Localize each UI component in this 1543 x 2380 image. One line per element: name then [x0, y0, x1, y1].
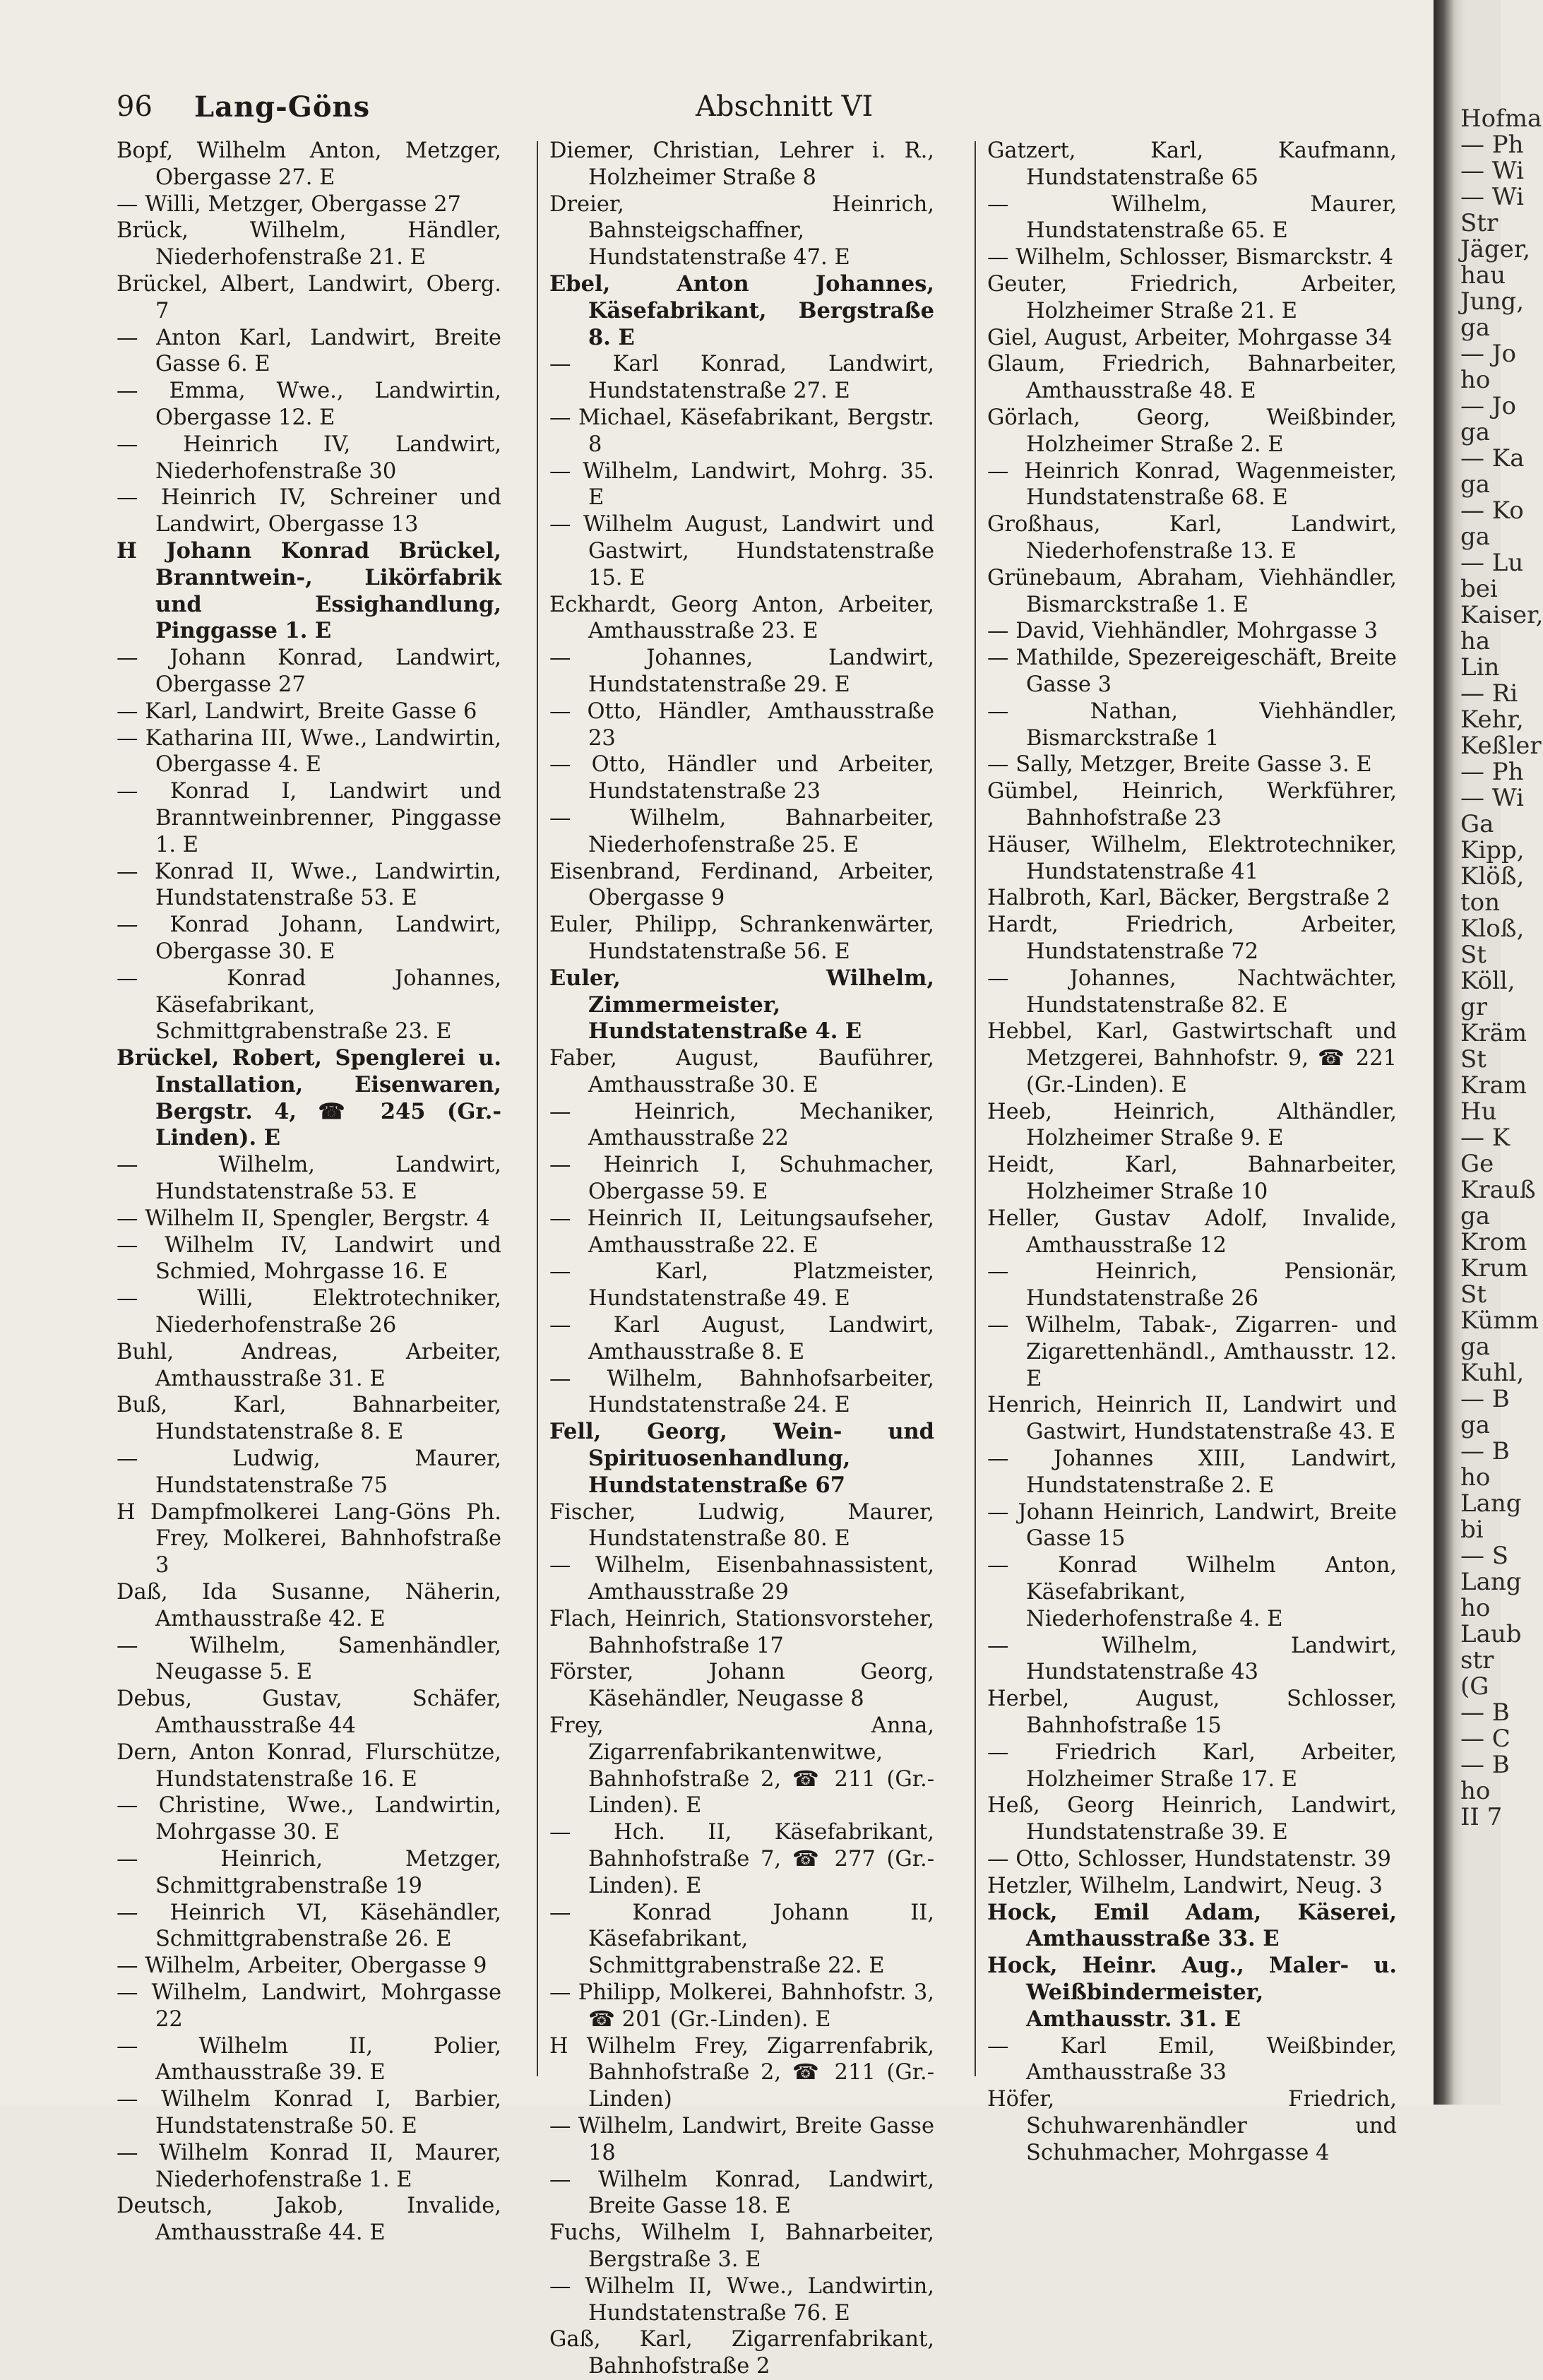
directory-entry: — Otto, Händler, Amthausstraße 23	[549, 698, 934, 751]
directory-entry: — Philipp, Molkerei, Bahnhofstr. 3, ☎ 201 (Gr.-Linden). E	[549, 1980, 934, 2032]
adjacent-page-text-fragment: — Ri	[1460, 679, 1518, 708]
directory-entry: — Heinrich I, Schuhmacher, Obergasse 59. E	[549, 1153, 934, 1205]
adjacent-page-text-fragment: Klöß,	[1460, 862, 1525, 891]
directory-entry: — Wilhelm Konrad, Landwirt, Breite Gasse 18. E	[549, 2167, 934, 2219]
directory-entry: Gatzert, Karl, Kaufmann, Hundstatenstraße 65	[987, 138, 1397, 190]
adjacent-page-text-fragment: — B	[1460, 1698, 1510, 1727]
directory-entry: Eckhardt, Georg Anton, Arbeiter, Amthausstraße 23. E	[549, 592, 934, 644]
directory-entry: Euler, Philipp, Schrankenwärter, Hundstatenstraße 56. E	[549, 912, 934, 964]
adjacent-page-text-fragment: Kaiser,	[1460, 601, 1543, 629]
adjacent-page-text-fragment: ga	[1460, 314, 1491, 342]
directory-entry: — Heinrich IV, Schreiner und Landwirt, Obergasse 13	[117, 485, 501, 537]
directory-entry: Brückel, Albert, Landwirt, Oberg. 7	[117, 271, 501, 323]
directory-entry: — Wilhelm, Arbeiter, Obergasse 9	[117, 1953, 487, 1979]
directory-entry: — Wilhelm, Landwirt, Breite Gasse 18	[549, 2113, 934, 2165]
adjacent-page-text-fragment: Jäger,	[1460, 235, 1531, 263]
directory-entry: — Heinrich IV, Landwirt, Niederhofenstraße 30	[117, 432, 501, 484]
directory-entry: Großhaus, Karl, Landwirt, Niederhofenstraße 13. E	[987, 512, 1397, 564]
adjacent-page-text-fragment: Kram	[1460, 1071, 1527, 1100]
directory-entry: — Wilhelm, Landwirt, Hundstatenstraße 43	[987, 1633, 1397, 1685]
running-head-section: Abschnitt VI	[696, 90, 874, 123]
adjacent-page-text-fragment: Kehr,	[1460, 706, 1524, 734]
adjacent-page-text-fragment: — B	[1460, 1751, 1510, 1779]
directory-entry: — Wilhelm II, Wwe., Landwirtin, Hundstatenstraße 76. E	[549, 2273, 934, 2326]
adjacent-page-text-fragment: — Ko	[1460, 496, 1524, 525]
adjacent-page-text-fragment: str	[1460, 1646, 1494, 1674]
directory-entry: — Johannes, Nachtwächter, Hundstatenstraße 82. E	[987, 965, 1397, 1018]
directory-entry: Euler, Wilhelm, Zimmermeister, Hundstatenstraße 4. E	[549, 965, 934, 1045]
directory-entry: H Johann Konrad Brückel, Branntwein-, Likörfabrik und Essighandlung, Pinggasse 1. E	[117, 537, 501, 644]
directory-entry: — Wilhelm Konrad II, Maurer, Niederhofenstraße 1. E	[117, 2140, 501, 2192]
directory-entry: Henrich, Heinrich II, Landwirt und Gastwirt, Hundstatenstraße 43. E	[987, 1393, 1397, 1445]
adjacent-page-text-fragment: St	[1460, 941, 1487, 969]
directory-entry: — Wilhelm August, Landwirt und Gastwirt, Hundstatenstraße 15. E	[549, 512, 934, 590]
directory-entry: — Johannes, Landwirt, Hundstatenstraße 29. E	[549, 645, 934, 697]
adjacent-page-text-fragment: Laub	[1460, 1620, 1522, 1648]
adjacent-page-text-fragment: ho	[1460, 1594, 1491, 1622]
adjacent-page-text-fragment: — Lu	[1460, 549, 1524, 577]
directory-column-right	[987, 138, 1397, 2167]
adjacent-page-text-fragment: gr	[1460, 993, 1488, 1021]
directory-entry: — Anton Karl, Landwirt, Breite Gasse 6. E	[117, 325, 501, 377]
directory-entry: H Dampfmolkerei Lang-Göns Ph. Frey, Molkerei, Bahnhofstraße 3	[117, 1499, 501, 1578]
adjacent-page-text-fragment: — Wi	[1460, 183, 1525, 211]
adjacent-page-text-fragment: Lin	[1460, 653, 1500, 682]
directory-entry: — Wilhelm, Schlosser, Bismarckstr. 4	[987, 245, 1393, 270]
adjacent-page-text-fragment: II 7	[1460, 1803, 1503, 1831]
adjacent-page-text-fragment: ga	[1460, 1333, 1491, 1361]
directory-entry: H Wilhelm Frey, Zigarrenfabrik, Bahnhofstraße 2, ☎ 211 (Gr.-Linden)	[549, 2033, 934, 2112]
adjacent-page-text-fragment: ga	[1460, 1202, 1491, 1230]
running-head-place: Lang-Göns	[194, 90, 371, 124]
adjacent-page-text-fragment: — Ph	[1460, 758, 1524, 786]
directory-entry: — Wilhelm, Samenhändler, Neugasse 5. E	[117, 1633, 501, 1685]
adjacent-page-text-fragment: Kräm	[1460, 1019, 1527, 1047]
directory-entry: — Wilhelm, Landwirt, Mohrgasse 22	[117, 1980, 501, 2032]
adjacent-page-text-fragment: ho	[1460, 366, 1491, 394]
directory-entry: Fuchs, Wilhelm I, Bahnarbeiter, Bergstraße 3. E	[549, 2220, 934, 2272]
directory-entry: Förster, Johann Georg, Käsehändler, Neugasse 8	[549, 1660, 934, 1712]
adjacent-page-text-fragment: Krum	[1460, 1254, 1528, 1283]
directory-entry: — Christine, Wwe., Landwirtin, Mohrgasse 30. E	[117, 1793, 501, 1845]
directory-entry: — Mathilde, Spezereigeschäft, Breite Gasse 3	[987, 645, 1397, 697]
adjacent-page-text-fragment: ho	[1460, 1777, 1491, 1805]
directory-entry: Glaum, Friedrich, Bahnarbeiter, Amthausstraße 48. E	[987, 352, 1397, 404]
directory-entry: — Wilhelm II, Polier, Amthausstraße 39. E	[117, 2033, 501, 2086]
directory-entry: Heeb, Heinrich, Althändler, Holzheimer Straße 9. E	[987, 1099, 1397, 1151]
directory-entry: Fischer, Ludwig, Maurer, Hundstatenstraße 80. E	[549, 1499, 934, 1552]
directory-entry: Höfer, Friedrich, Schuhwarenhändler und Schuhmacher, Mohrgasse 4	[987, 2087, 1397, 2165]
directory-entry: — Willi, Metzger, Obergasse 27	[117, 191, 461, 217]
adjacent-page-text-fragment: hau	[1460, 261, 1506, 290]
directory-entry: Geuter, Friedrich, Arbeiter, Holzheimer Straße 21. E	[987, 271, 1397, 323]
page-header	[117, 90, 1409, 126]
adjacent-page-text-fragment: ga	[1460, 523, 1491, 551]
directory-entry: — Heinrich Konrad, Wagenmeister, Hundstatenstraße 68. E	[987, 458, 1397, 511]
adjacent-page-text-fragment: Krom	[1460, 1228, 1527, 1256]
directory-entry: Dreier, Heinrich, Bahnsteigschaffner, Hundstatenstraße 47. E	[549, 191, 934, 270]
directory-entry: — Heinrich II, Leitungsaufseher, Amthausstraße 22. E	[549, 1206, 934, 1258]
adjacent-page-text-fragment: — S	[1460, 1542, 1509, 1570]
directory-entry: — Otto, Händler und Arbeiter, Hundstatenstraße 23	[549, 752, 934, 804]
directory-entry: Herbel, August, Schlosser, Bahnhofstraße 15	[987, 1686, 1397, 1739]
directory-entry: Dern, Anton Konrad, Flurschütze, Hundstatenstraße 16. E	[117, 1739, 501, 1792]
column-divider	[975, 141, 976, 2076]
directory-entry: Brückel, Robert, Spenglerei u. Installation, Eisenwaren, Bergstr. 4, ☎ 245 (Gr.-Linden). E	[117, 1045, 501, 1151]
directory-entry: — Sally, Metzger, Breite Gasse 3. E	[987, 752, 1372, 778]
directory-entry: — Wilhelm, Bahnarbeiter, Niederhofenstraße 25. E	[549, 805, 934, 857]
adjacent-page-text-fragment: ton	[1460, 888, 1501, 917]
directory-entry: Hock, Emil Adam, Käserei, Amthausstraße 33. E	[987, 1899, 1397, 1952]
adjacent-page-text-fragment: bi	[1460, 1516, 1484, 1544]
directory-entry: — Wilhelm, Maurer, Hundstatenstraße 65. E	[987, 191, 1397, 244]
directory-entry: Brück, Wilhelm, Händler, Niederhofenstraße 21. E	[117, 218, 501, 270]
adjacent-page-text-fragment: — B	[1460, 1437, 1510, 1465]
directory-entry: Görlach, Georg, Weißbinder, Holzheimer Straße 2. E	[987, 405, 1397, 457]
adjacent-page-text-fragment: St	[1460, 1045, 1487, 1073]
adjacent-page-text-fragment: Hofma	[1460, 105, 1542, 133]
adjacent-page-edge	[1460, 105, 1543, 2083]
adjacent-page-text-fragment: Lang	[1460, 1568, 1522, 1596]
adjacent-page-text-fragment: Str	[1460, 209, 1499, 237]
directory-entry: — David, Viehhändler, Mohrgasse 3	[987, 619, 1378, 644]
directory-entry: — Wilhelm II, Spengler, Bergstr. 4	[117, 1206, 490, 1231]
directory-entry: — Johann Konrad, Landwirt, Obergasse 27	[117, 645, 501, 697]
directory-entry: Hock, Heinr. Aug., Maler- u. Weißbindermeister, Amthausstr. 31. E	[987, 1953, 1397, 2032]
adjacent-page-text-fragment: ga	[1460, 418, 1491, 446]
directory-entry: Diemer, Christian, Lehrer i. R., Holzheimer Straße 8	[549, 138, 934, 190]
adjacent-page-text-fragment: bei	[1460, 575, 1498, 603]
directory-entry: Heß, Georg Heinrich, Landwirt, Hundstatenstraße 39. E	[987, 1793, 1397, 1845]
directory-entry: Deutsch, Jakob, Invalide, Amthausstraße 44. E	[117, 2194, 501, 2246]
directory-entry: — Friedrich Karl, Arbeiter, Holzheimer Straße 17. E	[987, 1739, 1397, 1792]
page-number: 96	[117, 90, 153, 123]
directory-entry: Eisenbrand, Ferdinand, Arbeiter, Obergasse 9	[549, 859, 934, 911]
directory-entry: — Konrad Wilhelm Anton, Käsefabrikant, Niederhofenstraße 4. E	[987, 1553, 1397, 1631]
adjacent-page-text-fragment: Lang	[1460, 1489, 1522, 1518]
directory-entry: Fell, Georg, Wein- und Spirituosenhandlung, Hundstatenstraße 67	[549, 1419, 934, 1498]
directory-entry: Hebbel, Karl, Gastwirtschaft und Metzgerei, Bahnhofstr. 9, ☎ 221 (Gr.-Linden). E	[987, 1019, 1397, 1097]
directory-entry: — Michael, Käsefabrikant, Bergstr. 8	[549, 405, 934, 457]
directory-entry: — Wilhelm, Tabak-, Zigarren- und Zigarettenhändl., Amthausstr. 12. E	[987, 1313, 1397, 1391]
directory-entry: — Wilhelm, Bahnhofsarbeiter, Hundstatenstraße 24. E	[549, 1366, 934, 1418]
directory-entry: Häuser, Wilhelm, Elektrotechniker, Hundstatenstraße 41	[987, 832, 1397, 884]
directory-entry: — Karl, Platzmeister, Hundstatenstraße 49. E	[549, 1259, 934, 1311]
directory-entry: Debus, Gustav, Schäfer, Amthausstraße 44	[117, 1686, 501, 1739]
directory-entry: — Ludwig, Maurer, Hundstatenstraße 75	[117, 1446, 501, 1498]
directory-entry: — Willi, Elektrotechniker, Niederhofenstraße 26	[117, 1286, 501, 1338]
directory-entry: Hetzler, Wilhelm, Landwirt, Neug. 3	[987, 1873, 1383, 1898]
directory-entry: — Wilhelm Konrad I, Barbier, Hundstatenstraße 50. E	[117, 2087, 501, 2138]
adjacent-page-text-fragment: ho	[1460, 1463, 1491, 1492]
directory-entry: Daß, Ida Susanne, Näherin, Amthausstraße 42. E	[117, 1580, 501, 1631]
directory-entry: — Hch. II, Käsefabrikant, Bahnhofstraße 7, ☎ 277 (Gr.-Linden). E	[549, 1820, 934, 1898]
adjacent-page-text-fragment: Kipp,	[1460, 836, 1525, 864]
directory-entry: — Otto, Schlosser, Hundstatenstr. 39	[987, 1847, 1391, 1872]
adjacent-page-text-fragment: Jung,	[1460, 287, 1524, 316]
directory-entry: — Konrad Johannes, Käsefabrikant, Schmittgrabenstraße 23. E	[117, 965, 501, 1045]
directory-entry: — Wilhelm, Landwirt, Hundstatenstraße 53. E	[117, 1153, 501, 1205]
directory-entry: — Karl Konrad, Landwirt, Hundstatenstraße 27. E	[549, 352, 934, 404]
adjacent-page-text-fragment: Ge	[1460, 1150, 1494, 1178]
directory-entry: — Heinrich, Metzger, Schmittgrabenstraße 19	[117, 1847, 501, 1898]
directory-entry: Heidt, Karl, Bahnarbeiter, Holzheimer Straße 10	[987, 1153, 1397, 1205]
directory-entry: — Emma, Wwe., Landwirtin, Obergasse 12. E	[117, 379, 501, 430]
directory-entry: Heller, Gustav Adolf, Invalide, Amthausstraße 12	[987, 1206, 1397, 1258]
adjacent-page-text-fragment: ha	[1460, 627, 1491, 655]
directory-entry: — Wilhelm IV, Landwirt und Schmied, Mohrgasse 16. E	[117, 1232, 501, 1285]
directory-entry: — Johannes XIII, Landwirt, Hundstatenstraße 2. E	[987, 1446, 1397, 1498]
adjacent-page-text-fragment: Krauß	[1460, 1176, 1536, 1204]
directory-entry: Buß, Karl, Bahnarbeiter, Hundstatenstraße 8. E	[117, 1393, 501, 1445]
directory-entry: — Heinrich VI, Käsehändler, Schmittgrabenstraße 26. E	[117, 1900, 501, 1952]
adjacent-page-text-fragment: Kümm	[1460, 1307, 1539, 1335]
adjacent-page-text-fragment: Kloß,	[1460, 915, 1525, 943]
adjacent-page-text-fragment: Köll,	[1460, 967, 1515, 995]
adjacent-page-text-fragment: — C	[1460, 1725, 1511, 1753]
directory-entry: Gümbel, Heinrich, Werkführer, Bahnhofstraße 23	[987, 779, 1397, 831]
adjacent-page-text-fragment: St	[1460, 1280, 1487, 1309]
directory-entry: Giel, August, Arbeiter, Mohrgasse 34	[987, 325, 1393, 350]
directory-entry: — Wilhelm, Eisenbahnassistent, Amthausstraße 29	[549, 1553, 934, 1605]
directory-entry: Frey, Anna, Zigarrenfabrikantenwitwe, Bahnhofstraße 2, ☎ 211 (Gr.-Linden). E	[549, 1713, 934, 1819]
directory-column-middle	[549, 138, 934, 2380]
adjacent-page-text-fragment: — Wi	[1460, 157, 1525, 185]
directory-entry: Ebel, Anton Johannes, Käsefabrikant, Bergstraße 8. E	[549, 270, 934, 350]
directory-entry: — Karl, Landwirt, Breite Gasse 6	[117, 698, 477, 724]
directory-entry: — Wilhelm, Landwirt, Mohrg. 35. E	[549, 458, 934, 511]
directory-entry: Buhl, Andreas, Arbeiter, Amthausstraße 31. E	[117, 1339, 501, 1391]
directory-entry: — Konrad II, Wwe., Landwirtin, Hundstatenstraße 53. E	[117, 859, 501, 911]
directory-entry: — Katharina III, Wwe., Landwirtin, Obergasse 4. E	[117, 725, 501, 778]
directory-entry: — Heinrich, Mechaniker, Amthausstraße 22	[549, 1099, 934, 1151]
directory-entry: Gaß, Karl, Zigarrenfabrikant, Bahnhofstraße 2	[549, 2327, 934, 2379]
directory-entry: Hardt, Friedrich, Arbeiter, Hundstatenstraße 72	[987, 912, 1397, 964]
directory-entry: — Nathan, Viehhändler, Bismarckstraße 1	[987, 698, 1397, 751]
directory-entry: Grünebaum, Abraham, Viehhändler, Bismarckstraße 1. E	[987, 565, 1397, 617]
adjacent-page-text-fragment: — Ka	[1460, 444, 1525, 472]
adjacent-page-text-fragment: — K	[1460, 1124, 1511, 1152]
directory-entry: — Karl Emil, Weißbinder, Amthausstraße 33	[987, 2033, 1397, 2086]
adjacent-page-text-fragment: Kuhl,	[1460, 1359, 1525, 1387]
directory-entry: — Johann Heinrich, Landwirt, Breite Gasse 15	[987, 1499, 1397, 1552]
directory-entry: — Heinrich, Pensionär, Hundstatenstraße 26	[987, 1259, 1397, 1311]
adjacent-page-text-fragment: ga	[1460, 470, 1491, 499]
directory-entry: Faber, August, Bauführer, Amthausstraße 30. E	[549, 1046, 934, 1097]
adjacent-page-text-fragment: Keßler	[1460, 732, 1542, 760]
directory-entry: Bopf, Wilhelm Anton, Metzger, Obergasse 27. E	[117, 138, 501, 190]
adjacent-page-text-fragment: — Wi	[1460, 784, 1525, 812]
directory-entry: — Karl August, Landwirt, Amthausstraße 8. E	[549, 1313, 934, 1364]
directory-entry: — Konrad Johann, Landwirt, Obergasse 30. E	[117, 912, 501, 964]
directory-entry: — Konrad Johann II, Käsefabrikant, Schmittgrabenstraße 22. E	[549, 1900, 934, 1979]
directory-entry: Halbroth, Karl, Bäcker, Bergstraße 2	[987, 886, 1390, 911]
adjacent-page-text-fragment: ga	[1460, 1411, 1491, 1439]
column-divider	[537, 141, 538, 2076]
directory-column-left	[117, 138, 501, 2247]
directory-entry: Flach, Heinrich, Stationsvorsteher, Bahnhofstraße 17	[549, 1606, 934, 1658]
adjacent-page-text-fragment: — Jo	[1460, 340, 1516, 368]
directory-entry: — Konrad I, Landwirt und Branntweinbrenner, Pinggasse 1. E	[117, 779, 501, 857]
adjacent-page-text-fragment: Hu	[1460, 1097, 1497, 1126]
adjacent-page-text-fragment: (G	[1460, 1672, 1489, 1701]
adjacent-page-text-fragment: Ga	[1460, 810, 1494, 838]
adjacent-page-text-fragment: — Ph	[1460, 131, 1524, 159]
adjacent-page-text-fragment: — B	[1460, 1385, 1510, 1413]
adjacent-page-text-fragment: — Jo	[1460, 392, 1516, 420]
